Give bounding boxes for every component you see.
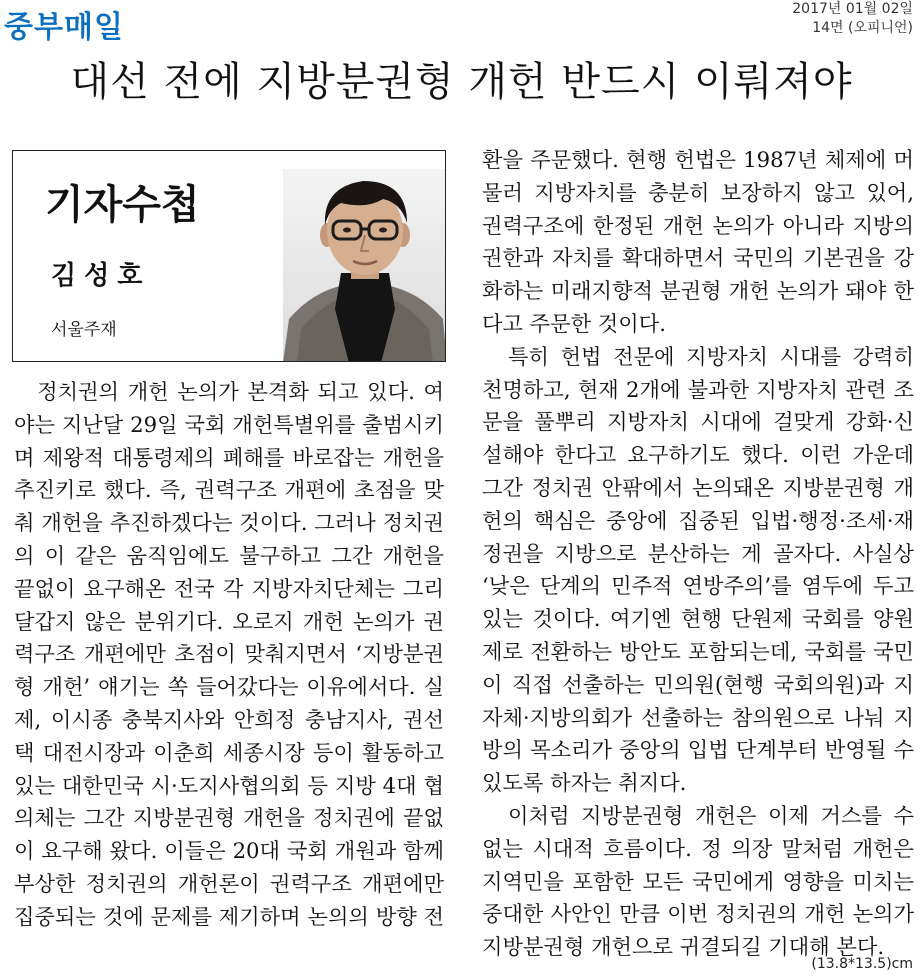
article-line: 권한과 자치를 확대하면서 국민의 기본권을 강: [482, 245, 914, 271]
article-line: 지역민을 포함한 모든 국민에게 영향을 미치는: [482, 868, 914, 894]
article-line: ‘낮은 단계의 민주적 연방주의’를 염두에 두고: [482, 573, 914, 599]
article-line: 이 직접 선출하는 민의원(현행 국회의원)과 지: [482, 671, 914, 697]
article-line: 의체는 그간 지방분권형 개헌을 정치권에 끝없: [14, 805, 444, 831]
article-body-right-column: [482, 144, 914, 964]
newspaper-logo: 중부매일: [4, 10, 124, 45]
article-line: 정권을 지방으로 분산하는 게 골자다. 사실상: [482, 540, 914, 566]
clip-size-label: (13.8*13.5)cm: [811, 956, 913, 972]
article-line: 제로 전환하는 방안도 포함되는데, 국회를 국민: [482, 638, 914, 664]
article-line: 이 요구해 왔다. 이들은 20대 국회 개원과 함께: [14, 838, 444, 864]
article-line: 택 대전시장과 이춘희 세종시장 등이 활동하고: [14, 739, 444, 765]
reporter-photo: [283, 169, 446, 362]
article-line: 달갑지 않은 분위기다. 오로지 개헌 논의가 권: [14, 608, 444, 634]
article-line: 특히 헌법 전문에 지방자치 시대를 강력히: [482, 343, 914, 369]
article-line: 이처럼 지방분권형 개헌은 이제 거스를 수: [482, 802, 914, 828]
article-line: 설해야 한다고 요구하기도 했다. 이런 가운데: [482, 442, 914, 468]
reporter-role: 서울주재: [51, 320, 117, 340]
article-line: 추진키로 했다. 즉, 권력구조 개편에 초점을 맞: [14, 477, 444, 503]
article-line: 권력구조에 한정된 개헌 논의가 아니라 지방의: [482, 212, 914, 238]
article-line: 집중되는 것에 문제를 제기하며 논의의 방향 전: [14, 903, 444, 929]
article-line: 화하는 미래지향적 분권형 개헌 논의가 돼야 한: [482, 278, 914, 304]
column-title: 기자수첩: [45, 182, 200, 228]
article-line: 방의 목소리가 중앙의 입법 단계부터 반영될 수: [482, 737, 914, 763]
reporter-name: 김성호: [51, 261, 151, 291]
article-line: 그간 정치권 안팎에서 논의돼온 지방분권형 개: [482, 474, 914, 500]
article-line: 헌의 핵심은 중앙에 집중된 입법·행정·조세·재: [482, 507, 914, 533]
article-line: 다고 주문한 것이다.: [482, 310, 666, 336]
article-line: 문을 풀뿌리 지방자치 시대에 걸맞게 강화·신: [482, 409, 914, 435]
article-line: 제, 이시종 충북지사와 안희정 충남지사, 권선: [14, 706, 444, 732]
article-line: 춰 개헌을 추진하겠다는 것이다. 그러나 정치권: [14, 510, 444, 536]
article-line: 물러 지방자치를 충분히 보장하지 않고 있어,: [482, 179, 914, 205]
article-line: 며 제왕적 대통령제의 폐해를 바로잡는 개헌을: [14, 444, 444, 470]
article-line: 력구조 개편에만 초점이 맞춰지면서 ‘지방분권: [14, 641, 444, 667]
article-line: 있도록 하자는 취지다.: [482, 770, 687, 796]
article-line: 형 개헌’ 얘기는 쏙 들어갔다는 이유에서다. 실: [14, 674, 444, 700]
article-line: 부상한 정치권의 개헌론이 권력구조 개편에만: [14, 870, 444, 896]
article-line: 중대한 사안인 만큼 이번 정치권의 개헌 논의가: [482, 901, 914, 927]
article-line: 지방분권형 개헌으로 귀결되길 기대해 본다.: [482, 934, 885, 960]
article-line: 없는 시대적 흐름이다. 정 의장 말처럼 개헌은: [482, 835, 914, 861]
article-line: 환을 주문했다. 현행 헌법은 1987년 체제에 머: [482, 147, 914, 172]
publication-meta: [792, 0, 913, 38]
article-line: 의 이 같은 움직임에도 불구하고 그간 개헌을: [14, 542, 444, 568]
article-body-left-column: [14, 376, 444, 934]
article-line: 정치권의 개헌 논의가 본격화 되고 있다. 여: [14, 379, 444, 404]
page-section: 14면 (오피니언): [812, 20, 913, 36]
article-line: 있는 대한민국 시·도지사협의회 등 지방 4대 협: [14, 772, 444, 798]
byline-box: [12, 150, 446, 362]
article-line: 천명하고, 현재 2개에 불과한 지방자치 관련 조: [482, 376, 914, 402]
article-line: 야는 지난달 29일 국회 개헌특별위를 출범시키: [14, 411, 444, 437]
article-line: 자체·지방의회가 선출하는 참의원으로 나눠 지: [482, 704, 914, 730]
publication-date: 2017년 01월 02일: [792, 1, 913, 17]
article-line: 끝없이 요구해온 전국 각 지방자치단체는 그리: [14, 575, 444, 601]
article-headline: 대선 전에 지방분권형 개헌 반드시 이뤄져야: [70, 59, 853, 105]
article-line: 있는 것이다. 여기엔 현행 단원제 국회를 양원: [482, 606, 914, 632]
